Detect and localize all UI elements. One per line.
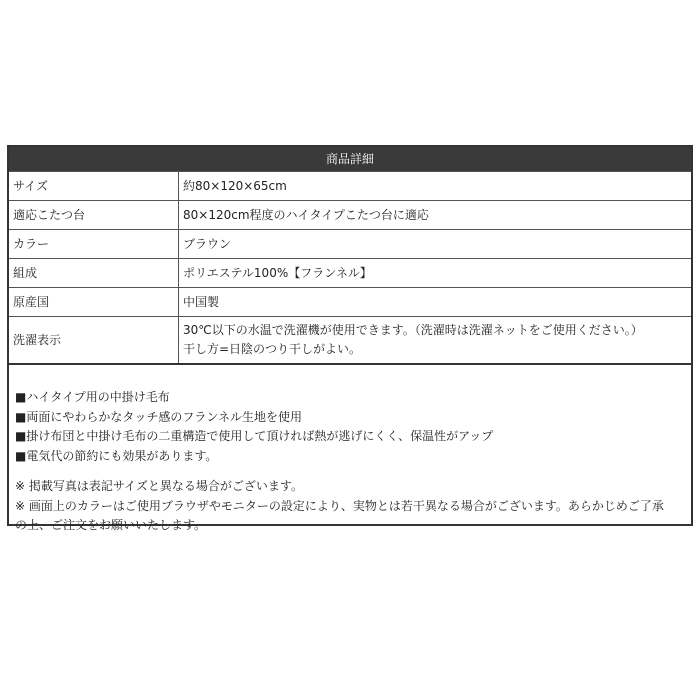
row-label-origin: 原産国 xyxy=(9,288,179,317)
table-row xyxy=(9,230,691,259)
table-row xyxy=(9,201,691,230)
product-details-panel xyxy=(7,145,693,532)
row-value-origin: 中国製 xyxy=(179,288,692,317)
table-row xyxy=(9,259,691,288)
table-row xyxy=(9,172,691,201)
row-label-compatible-table: 適応こたつ台 xyxy=(9,201,179,230)
row-value-size: 約80×120×65cm xyxy=(179,172,692,201)
row-value-color: ブラウン xyxy=(179,230,692,259)
disclaimer-item: の上、ご注文をお願いいたします。 xyxy=(15,518,207,532)
disclaimer-item: ※ 掲載写真は表記サイズと異なる場合がございます。 xyxy=(15,479,303,493)
feature-item: ■両面にやわらかなタッチ感のフランネル生地を使用 xyxy=(15,409,302,424)
row-label-size: サイズ xyxy=(9,172,179,201)
table-row xyxy=(9,317,691,364)
row-value-composition: ポリエステル100%【フランネル】 xyxy=(179,259,692,288)
row-value-washing xyxy=(179,317,692,364)
row-label-washing: 洗濯表示 xyxy=(9,317,179,364)
feature-item: ■電気代の節約にも効果があります。 xyxy=(15,448,218,463)
feature-item: ■ハイタイプ用の中掛け毛布 xyxy=(15,390,170,404)
washing-line-1: 30℃以下の水温で洗濯機が使用できます。（洗濯時は洗濯ネットをご使用ください。） xyxy=(183,323,643,337)
washing-line-2: 干し方=日陰のつり干しがよい。 xyxy=(183,342,362,356)
section-title: 商品詳細 xyxy=(9,147,691,171)
disclaimer-item: ※ 画面上のカラーはご使用ブラウザやモニターの設定により、実物とは若干異なる場合がございます。あらかじめご了承 xyxy=(15,498,664,513)
table-row xyxy=(9,288,691,317)
spec-table xyxy=(9,171,691,363)
row-label-color: カラー xyxy=(9,230,179,259)
row-label-composition: 組成 xyxy=(9,259,179,288)
feature-item: ■掛け布団と中掛け毛布の二重構造で使用して頂ければ熱が逃げにくく、保温性がアップ xyxy=(15,429,494,443)
row-value-compatible-table: 80×120cm程度のハイタイプこたつ台に適応 xyxy=(179,201,692,230)
notes-section xyxy=(9,363,691,532)
spacer xyxy=(15,466,685,477)
